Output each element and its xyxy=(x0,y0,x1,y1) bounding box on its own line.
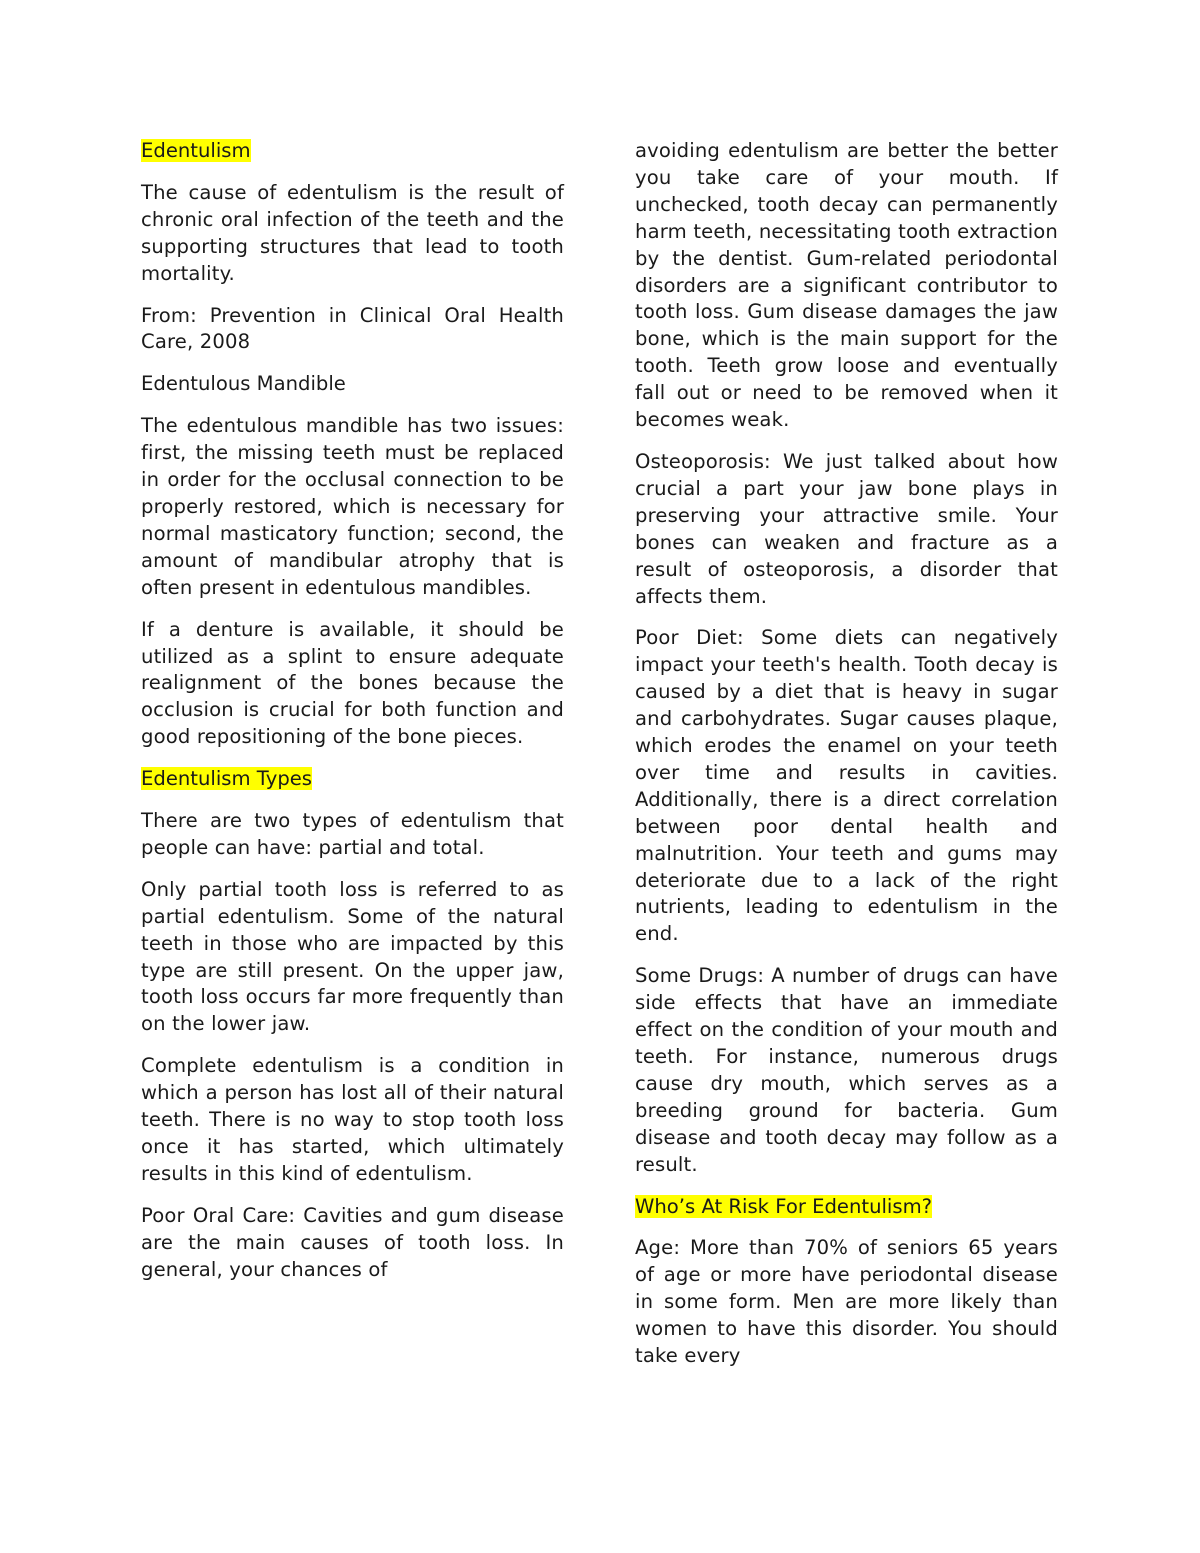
paragraph-partial: Only partial tooth loss is referred to as partial edentulism. Some of the natural teeth in those who are impacted by this type are still present. On the upper jaw, tooth loss occurs far more frequently than on the lower jaw. xyxy=(141,877,564,1036)
paragraph-age: Age: More than 70% of seniors 65 years of age or more have periodontal disease in some form. Men are more likely than women to have this disorder. You should take every xyxy=(635,1236,1058,1368)
paragraph-cause: The cause of edentulism is the result of chronic oral infection of the teeth and the supporting structures that lead to tooth mortality. xyxy=(141,180,564,285)
heading-edentulism-text: Edentulism xyxy=(141,139,251,162)
heading-at-risk xyxy=(635,1194,1058,1221)
heading-edentulism xyxy=(141,138,564,165)
paragraph-complete: Complete edentulism is a condition in which a person has lost all of their natural teeth. There is no way to stop tooth loss once it has started, which ultimately results in this kind of edentulism. xyxy=(141,1054,564,1185)
paragraph-types: There are two types of edentulism that people can have: partial and total. xyxy=(141,809,564,859)
heading-edentulism-types-text: Edentulism Types xyxy=(141,767,313,791)
paragraph-mandible: The edentulous mandible has two issues: first, the missing teeth must be replaced in order for the occlusal connection to be properly restored, which is necessary for normal masticatory function; second, the amount of mandibular atrophy that is often present in edentulous mandibles. xyxy=(141,414,564,599)
left-column xyxy=(141,138,564,1299)
heading-edentulism-types xyxy=(141,766,564,793)
paragraph-osteoporosis: Osteoporosis: We just talked about how crucial a part your jaw bone plays in preserving your attractive smile. Your bones can weaken and fracture as a result of osteoporosis, a disorder that affects them. xyxy=(635,449,1058,608)
paragraph-poor-diet: Poor Diet: Some diets can negatively impact your teeth's health. Tooth decay is caused by a diet that is heavy in sugar and carbohydrates. Sugar causes plaque, which erodes the enamel on your teeth over time and results in cavities. Additionally, there is a direct correlation between poor dental health and malnutrition. Your teeth and gums may deteriorate due to a lack of the right nutrients, leading to edentulism in the end. xyxy=(635,626,1058,946)
paragraph-poor-oral-care: Poor Oral Care: Cavities and gum disease are the main causes of tooth loss. In general, your chances of xyxy=(141,1203,564,1281)
paragraph-denture: If a denture is available, it should be utilized as a splint to ensure adequate realignment of the bones because the occlusion is crucial for both function and good repositioning of the bone pieces. xyxy=(141,617,564,749)
paragraph-continued: avoiding edentulism are better the better you take care of your mouth. If unchecked, tooth decay can permanently harm teeth, necessitating tooth extraction by the dentist. Gum-related periodontal disorders are a significant contributor to tooth loss. Gum disease damages the jaw bone, which is the main support for the tooth. Teeth grow loose and eventually fall out or need to be removed when it becomes weak. xyxy=(635,139,1058,432)
paragraph-drugs: Some Drugs: A number of drugs can have side effects that have an immediate effect on the condition of your mouth and teeth. For instance, numerous drugs cause dry mouth, which serves as a breeding ground for bacteria. Gum disease and tooth decay may follow as a result. xyxy=(635,964,1058,1176)
heading-at-risk-text: Who’s At Risk For Edentulism? xyxy=(635,1194,933,1218)
right-column xyxy=(635,138,1058,1385)
subheading-edentulous-mandible: Edentulous Mandible xyxy=(141,372,346,396)
paragraph-source: From: Prevention in Clinical Oral Health Care, 2008 xyxy=(141,303,564,354)
